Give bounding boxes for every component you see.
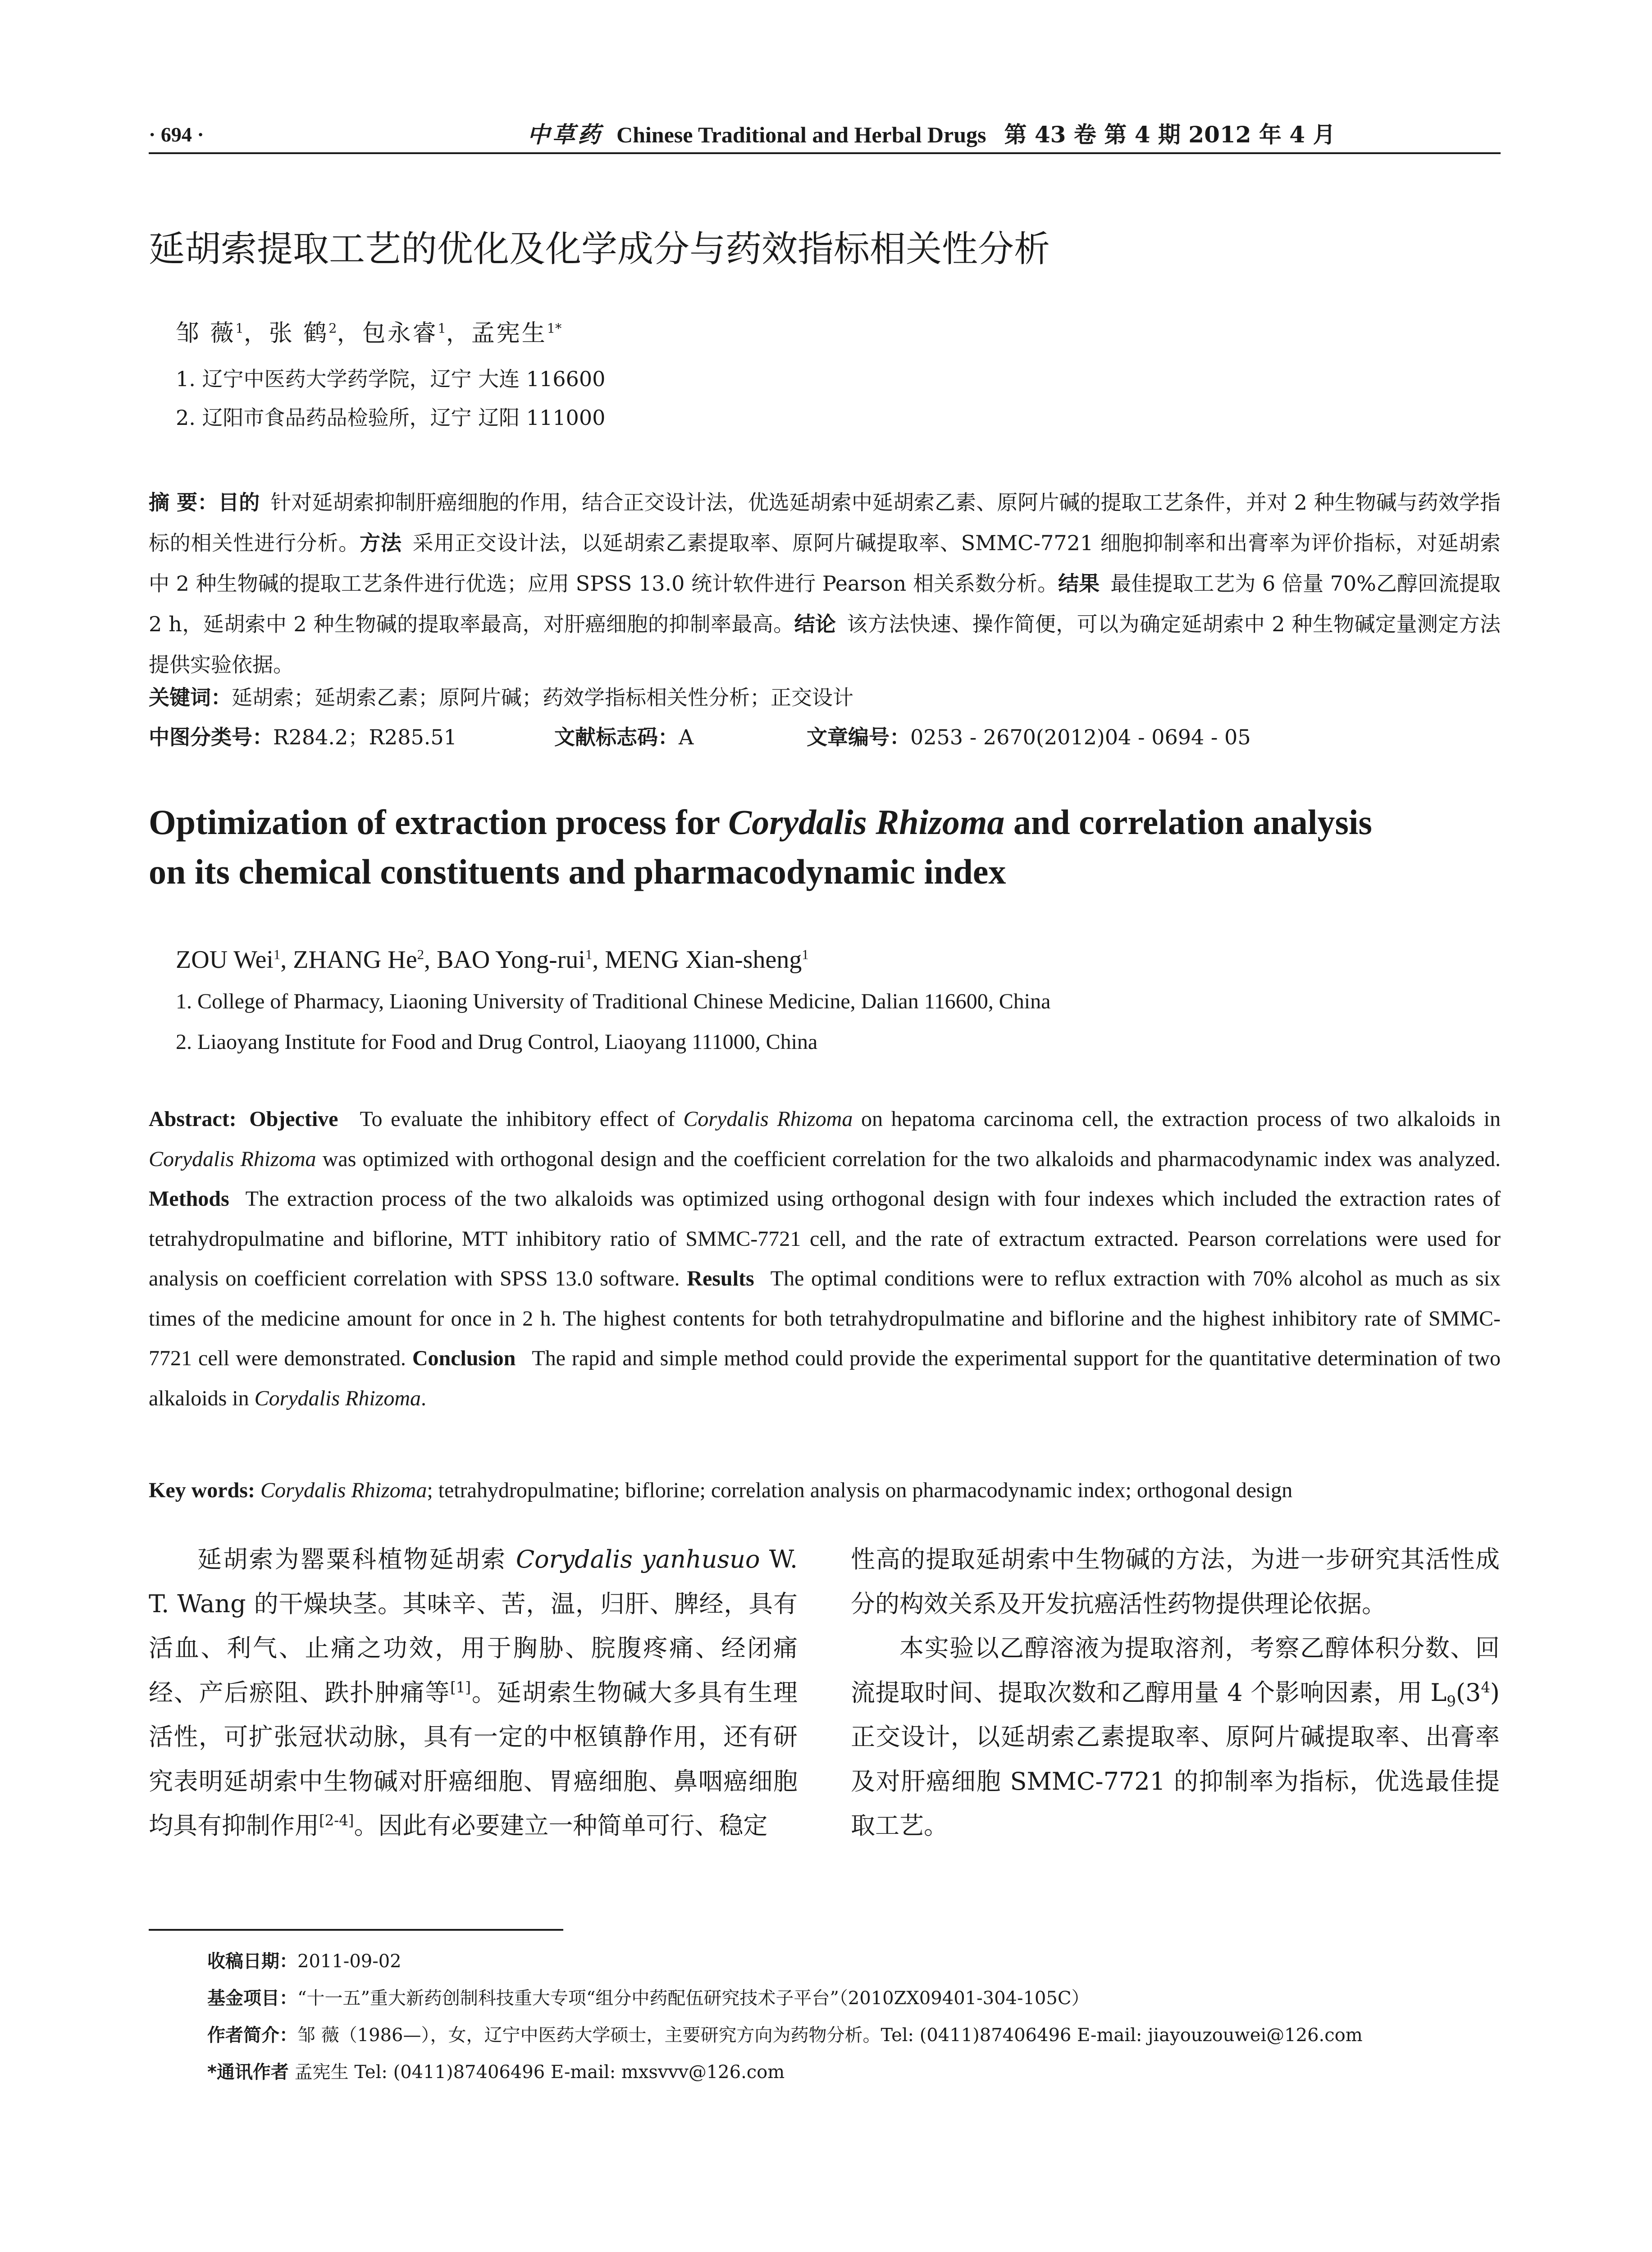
- species-name: Corydalis yanhusuo: [516, 1545, 760, 1573]
- author-affiliation-mark: 1: [438, 320, 446, 336]
- author-affiliation-mark-en: 2: [417, 947, 424, 962]
- footnote-author: [207, 2017, 1514, 2054]
- body-paragraph: [149, 1537, 798, 1848]
- author-name: 孟宪生: [471, 320, 547, 347]
- author-affiliation-mark-en: 1: [802, 947, 809, 962]
- footnotes: [207, 1943, 1514, 2091]
- keywords-en: [149, 1472, 1519, 1509]
- conclusion-text-cn: 该方法快速、操作简便，可以为确定延胡索中 2 种生物碱定量测定方法提供实验依据。: [149, 612, 1501, 677]
- citation-ref[interactable]: [1]: [450, 1678, 471, 1696]
- journal-name-cn: 中草药: [527, 121, 603, 148]
- abstract-label-en: Abstract:: [149, 1107, 237, 1131]
- received-label: 收稿日期：: [207, 1951, 297, 1972]
- title-en-italic: Corydalis Rhizoma: [728, 802, 1005, 842]
- subscript: 9: [1447, 1692, 1456, 1710]
- author-separator: ，: [337, 320, 362, 347]
- methods-label-cn: 方法: [360, 531, 402, 555]
- fund-text: “十一五”重大新药创制科技重大专项“组分中药配伍研究技术子平台”（2010ZX09401-304-105C）: [297, 1988, 1090, 2009]
- affiliation-en-1: 1. College of Pharmacy, Liaoning University of Traditional Chinese Medicine, Dalian 116600, China: [176, 989, 1051, 1013]
- objective-text-en-1: To evaluate the inhibitory effect of: [360, 1107, 684, 1131]
- keywords-text-cn: 延胡索；延胡索乙素；原阿片碱；药效学指标相关性分析；正交设计: [232, 685, 853, 710]
- page-number: · 694 ·: [149, 123, 204, 146]
- results-label-en: Results: [687, 1267, 754, 1290]
- conclusion-label-en: Conclusion: [412, 1346, 516, 1370]
- footnote-rule: [149, 1929, 563, 1931]
- superscript: 4: [1481, 1678, 1490, 1696]
- author-name: 张 鹤: [269, 320, 329, 347]
- author-name: 邹 薇: [176, 320, 236, 347]
- objective-text-en-3: was optimized with orthogonal design and the coefficient correlation for the two alkaloids and pharmacodynamic index was analyzed.: [316, 1147, 1501, 1171]
- author-affiliation-mark: 1*: [547, 320, 562, 336]
- author-name: 包永睿: [362, 320, 438, 347]
- results-text-cn: 最佳提取工艺为 6 倍量 70%乙醇回流提取 2 h，延胡索中 2 种生物碱的提取率最高，对肝癌细胞的抑制率最高。: [149, 571, 1501, 636]
- author-affiliation-mark-en: 1: [273, 947, 281, 962]
- article-title-en: [149, 798, 1505, 897]
- body-text: 本实验以乙醇溶液为提取溶剂，考察乙醇体积分数、回流提取时间、提取次数和乙醇用量 4 个影响因素，用 L: [851, 1634, 1500, 1707]
- author-bio-text: 邹 薇（1986—），女，辽宁中医药大学硕士，主要研究方向为药物分析。Tel: (0411)87406496 E-mail: jiayouzouwei@126.com: [297, 2025, 1363, 2046]
- footnote-fund: [207, 1980, 1514, 2017]
- title-en-line-2: on its chemical constituents and pharmacodynamic index: [149, 852, 1006, 891]
- article-number-label: 文章编号：: [807, 725, 910, 749]
- objective-text-en-2: on hepatoma carcinoma cell, the extraction process of two alkaloids in: [853, 1107, 1501, 1131]
- authors-cn: [176, 315, 561, 351]
- objective-italic-en-1: Corydalis Rhizoma: [683, 1107, 853, 1131]
- keywords-label-cn: 关键词：: [149, 685, 232, 710]
- methods-label-en: Methods: [149, 1187, 229, 1211]
- journal-name-en: Chinese Traditional and Herbal Drugs: [616, 122, 986, 147]
- article-title-cn: 延胡索提取工艺的优化及化学成分与药效指标相关性分析: [149, 228, 1050, 270]
- objective-label-en: Objective: [249, 1107, 338, 1131]
- conclusion-label-cn: 结论: [794, 612, 836, 636]
- journal-line: [527, 116, 1335, 153]
- conclusion-text-en-2: .: [421, 1386, 426, 1410]
- author-affiliation-mark: 2: [329, 320, 337, 336]
- body-text: 延胡索为罂粟科植物延胡索: [197, 1545, 516, 1573]
- document-code-value: A: [679, 725, 694, 749]
- keywords-text-en: ; tetrahydropulmatine; biflorine; correlation analysis on pharmacodynamic index; orthogonal design: [427, 1478, 1293, 1502]
- article-number: [807, 719, 1251, 755]
- body-text: (3: [1456, 1678, 1481, 1707]
- abstract-cn: [149, 482, 1501, 685]
- corresponding-text: 孟宪生 Tel: (0411)87406496 E-mail: mxsvvv@126.com: [294, 2062, 785, 2083]
- title-en-line-1: [149, 798, 1505, 847]
- author-name-en: BAO Yong-rui: [436, 946, 585, 974]
- affiliation-cn-2: 2. 辽阳市食品药品检验所，辽宁 辽阳 111000: [176, 406, 606, 430]
- issue-info: 第 43 卷 第 4 期 2012 年 4 月: [1004, 121, 1336, 148]
- author-separator-en: ,: [280, 946, 293, 974]
- running-header: [149, 116, 1501, 153]
- fund-label: 基金项目：: [207, 1988, 297, 2009]
- footnote-corresponding: [207, 2054, 1514, 2091]
- body-paragraph: [851, 1626, 1500, 1848]
- author-name-en: ZHANG He: [293, 946, 417, 974]
- author-affiliation-mark-en: 1: [585, 947, 593, 962]
- conclusion-italic-en: Corydalis Rhizoma: [254, 1386, 421, 1410]
- conclusion-text-en-1: The rapid and simple method could provide the experimental support for the quantitative determination of two alkaloids in: [149, 1346, 1501, 1410]
- footnote-received: [207, 1943, 1514, 1980]
- title-en-part-2: and correlation analysis: [1004, 802, 1372, 842]
- body-text: W. T. Wang 的干燥块茎。其味辛、苦，温，归肝、脾经，具有活血、利气、止痛之功效，用于胸胁、脘腹疼痛、经闭痛经、产后瘀阻、跌扑肿痛等: [149, 1545, 798, 1707]
- body-text: 。延胡索生物碱大多具有生理活性，可扩张冠状动脉，具有一定的中枢镇静作用，还有研究表明延胡索中生物碱对肝癌细胞、胃癌细胞、鼻咽癌细胞均具有抑制作用: [149, 1678, 798, 1840]
- title-en-part-1: Optimization of extraction process for: [149, 802, 729, 842]
- objective-italic-en-2: Corydalis Rhizoma: [149, 1147, 316, 1171]
- corresponding-label: *通讯作者: [207, 2062, 289, 2083]
- body-text: 。因此有必要建立一种简单可行、稳定: [354, 1811, 768, 1840]
- keywords-label-en: Key words:: [149, 1478, 255, 1502]
- keywords-cn: [149, 679, 853, 716]
- clc-label: 中图分类号：: [149, 725, 273, 749]
- methods-text-en: The extraction process of the two alkaloids was optimized using orthogonal design with four indexes which included the extraction rates of tetrahydropulmatine and biflorine, MTT inhibitory ratio of SMMC-7721 cell, and the rate of extractum extracted. Pearson correlations were used for analysis on coefficient correlation with SPSS 13.0 software.: [149, 1187, 1501, 1290]
- author-bio-label: 作者简介：: [207, 2025, 297, 2046]
- author-affiliation-mark: 1: [235, 320, 244, 336]
- author-separator: ，: [446, 320, 471, 347]
- article-number-value: 0253 - 2670(2012)04 - 0694 - 05: [910, 725, 1251, 749]
- affiliation-en-2: 2. Liaoyang Institute for Food and Drug Control, Liaoyang 111000, China: [176, 1030, 818, 1054]
- document-code-label: 文献标志码：: [554, 725, 679, 749]
- abstract-label-cn: 摘 要：: [149, 490, 219, 515]
- objective-label-cn: 目的: [218, 490, 260, 515]
- citation-ref[interactable]: [2-4]: [319, 1812, 354, 1829]
- methods-text-cn: 采用正交设计法，以延胡索乙素提取率、原阿片碱提取率、SMMC-7721 细胞抑制率和出膏率为评价指标，对延胡索中 2 种生物碱的提取工艺条件进行优选；应用 SPSS 13.0 统计软件进行 Pearson 相关系数分析。: [149, 531, 1501, 596]
- header-rule: [149, 152, 1501, 154]
- body-column-left: [149, 1537, 798, 1848]
- author-separator-en: ,: [592, 946, 605, 974]
- affiliation-cn-1: 1. 辽宁中医药大学药学院，辽宁 大连 116600: [176, 367, 606, 391]
- abstract-en: [149, 1099, 1501, 1418]
- clc-value: R284.2；R285.51: [273, 725, 457, 749]
- keywords-italic-en: Corydalis Rhizoma: [260, 1478, 427, 1502]
- document-code: [554, 719, 694, 755]
- author-separator: ，: [243, 320, 269, 347]
- results-text-en: The optimal conditions were to reflux extraction with 70% alcohol as much as six times of the medicine amount for once in 2 h. The highest contents for both tetrahydropulmatine and biflorine and the highest inhibitory rate of SMMC-7721 cell were demonstrated.: [149, 1267, 1501, 1370]
- author-separator-en: ,: [424, 946, 437, 974]
- results-label-cn: 结果: [1058, 571, 1100, 596]
- objective-text-cn: 针对延胡索抑制肝癌细胞的作用，结合正交设计法，优选延胡索中延胡索乙素、原阿片碱的提取工艺条件，并对 2 种生物碱与药效学指标的相关性进行分析。: [149, 490, 1501, 555]
- clc-number: [149, 719, 457, 755]
- received-date: 2011-09-02: [297, 1951, 402, 1972]
- body-text: ) 正交设计，以延胡索乙素提取率、原阿片碱提取率、出膏率及对肝癌细胞 SMMC-7721 的抑制率为指标，优选最佳提取工艺。: [851, 1678, 1500, 1840]
- author-name-en: ZOU Wei: [176, 946, 274, 974]
- body-column-right: [851, 1537, 1500, 1848]
- body-paragraph: 性高的提取延胡索中生物碱的方法，为进一步研究其活性成分的构效关系及开发抗癌活性药物提供理论依据。: [851, 1545, 1500, 1618]
- author-name-en: MENG Xian-sheng: [605, 946, 802, 974]
- authors-en: [176, 942, 809, 978]
